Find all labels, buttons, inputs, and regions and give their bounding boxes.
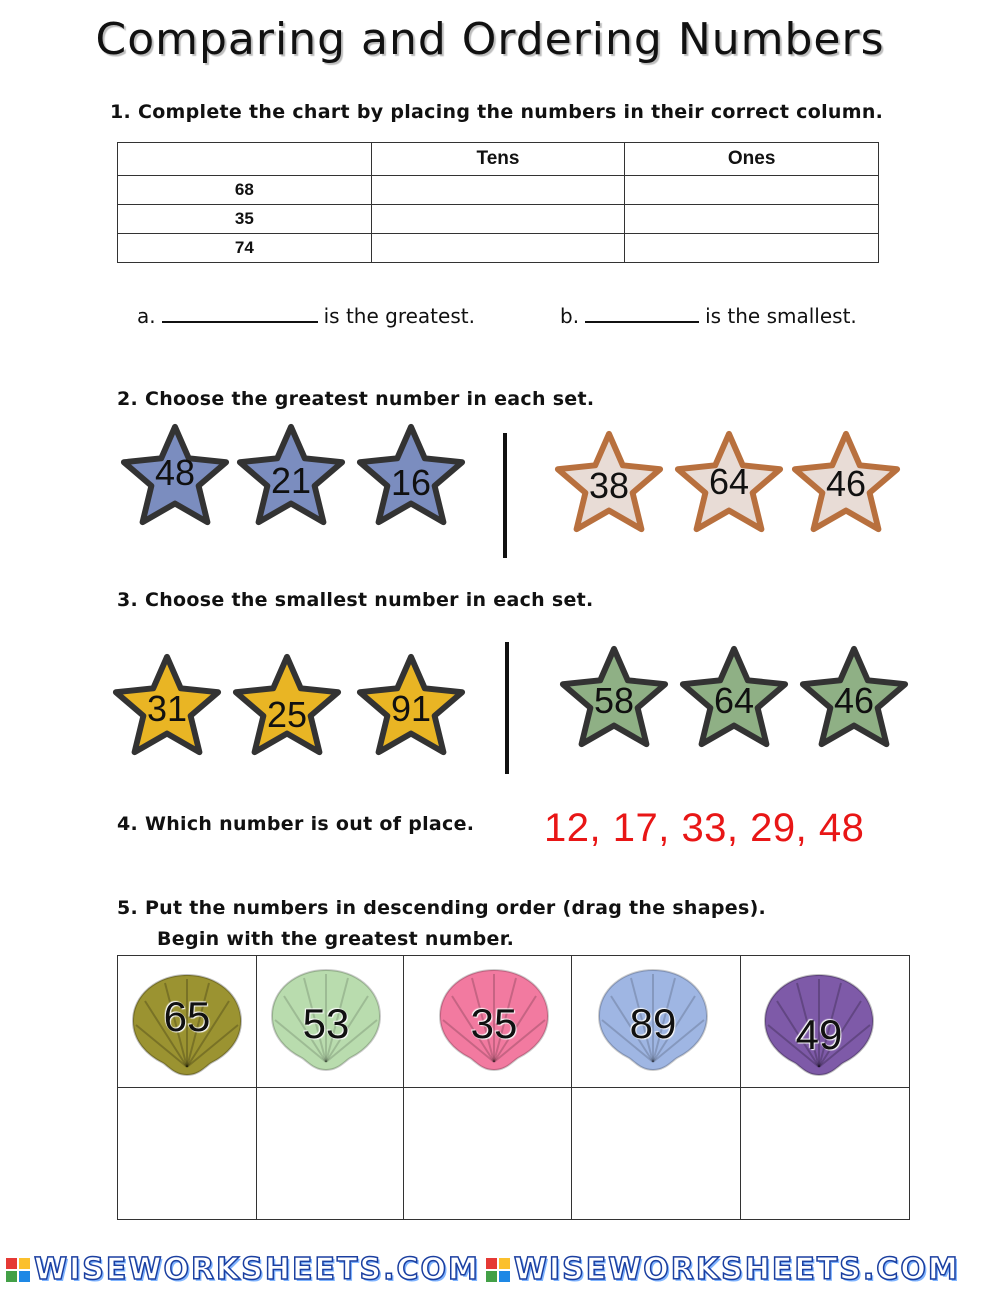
smallest-answer-line [560,303,857,328]
question-1-prompt: 1. Complete the chart by placing the numbers in their correct column. [110,101,884,123]
tens-drop-cell[interactable] [371,234,625,263]
star-number: 46 [833,680,875,721]
star-option[interactable] [670,425,788,539]
star-number: 46 [825,463,867,504]
star-number: 48 [154,452,196,493]
place-value-chart [117,142,879,263]
shell-shape[interactable] [127,963,247,1083]
table-row [118,1088,910,1220]
chart-number-cell: 74 [118,234,372,263]
smallest-prefix: b. [560,304,580,328]
shell-shape[interactable] [593,958,713,1078]
logo-icon [486,1258,510,1282]
star-option[interactable] [232,418,350,532]
question-5-subprompt: Begin with the greatest number. [157,928,515,950]
star-number: 64 [713,680,755,721]
shell-number: 53 [302,1000,350,1047]
number-sequence[interactable]: 12, 17, 33, 29, 48 [544,806,865,850]
smallest-suffix: is the smallest. [705,304,857,328]
question-3-prompt: 3. Choose the smallest number in each set. [117,589,594,611]
brand-text: WISEWORKSHEETS.COM [513,1252,960,1287]
greatest-answer-line [137,303,475,328]
star-option[interactable] [228,648,346,762]
star-option[interactable] [795,640,913,754]
star-number: 31 [146,688,188,729]
footer-brand [0,1252,1000,1288]
star-number: 64 [708,461,750,502]
table-row [118,205,879,234]
chart-number-cell: 35 [118,205,372,234]
greatest-suffix: is the greatest. [323,304,475,328]
shell-number: 49 [795,1011,843,1058]
table-row [118,234,879,263]
star-option[interactable] [116,418,234,532]
table-row [118,176,879,205]
ones-drop-cell[interactable] [625,176,879,205]
star-option[interactable] [352,418,470,532]
answer-drop-cell[interactable] [404,1088,572,1220]
star-number: 25 [266,694,308,735]
chart-header-ones: Ones [625,143,879,176]
star-option[interactable] [108,648,226,762]
tens-drop-cell[interactable] [371,176,625,205]
shell-number: 35 [470,1000,518,1047]
shell-shape[interactable] [434,958,554,1078]
greatest-prefix: a. [137,304,156,328]
chart-header-number [118,143,372,176]
page-title: Comparing and Ordering Numbers [95,14,885,65]
set-divider [505,642,509,774]
smallest-answer-blank[interactable] [585,303,699,323]
answer-drop-cell[interactable] [257,1088,404,1220]
shell-shape[interactable] [266,958,386,1078]
ones-drop-cell[interactable] [625,205,879,234]
ones-drop-cell[interactable] [625,234,879,263]
star-number: 91 [390,688,432,729]
shell-number: 65 [163,993,211,1040]
question-4-prompt: 4. Which number is out of place. [117,813,475,835]
star-option[interactable] [555,640,673,754]
question-5-prompt: 5. Put the numbers in descending order (drag the shapes). [117,897,767,919]
shell-shape[interactable] [759,963,879,1083]
tens-drop-cell[interactable] [371,205,625,234]
brand-text: WISEWORKSHEETS.COM [34,1252,480,1287]
star-number: 21 [270,460,312,501]
star-number: 16 [390,462,432,503]
answer-drop-cell[interactable] [118,1088,257,1220]
star-option[interactable] [675,640,793,754]
star-option[interactable] [352,648,470,762]
star-option[interactable] [787,425,905,539]
set-divider [503,433,507,558]
chart-header-tens: Tens [371,143,625,176]
answer-drop-cell[interactable] [741,1088,910,1220]
shell-number: 89 [629,1000,677,1047]
chart-number-cell: 68 [118,176,372,205]
star-number: 38 [588,465,630,506]
greatest-answer-blank[interactable] [162,303,318,323]
question-2-prompt: 2. Choose the greatest number in each set. [117,388,595,410]
logo-icon [6,1258,30,1282]
star-number: 58 [593,680,635,721]
answer-drop-cell[interactable] [572,1088,741,1220]
star-option[interactable] [550,425,668,539]
